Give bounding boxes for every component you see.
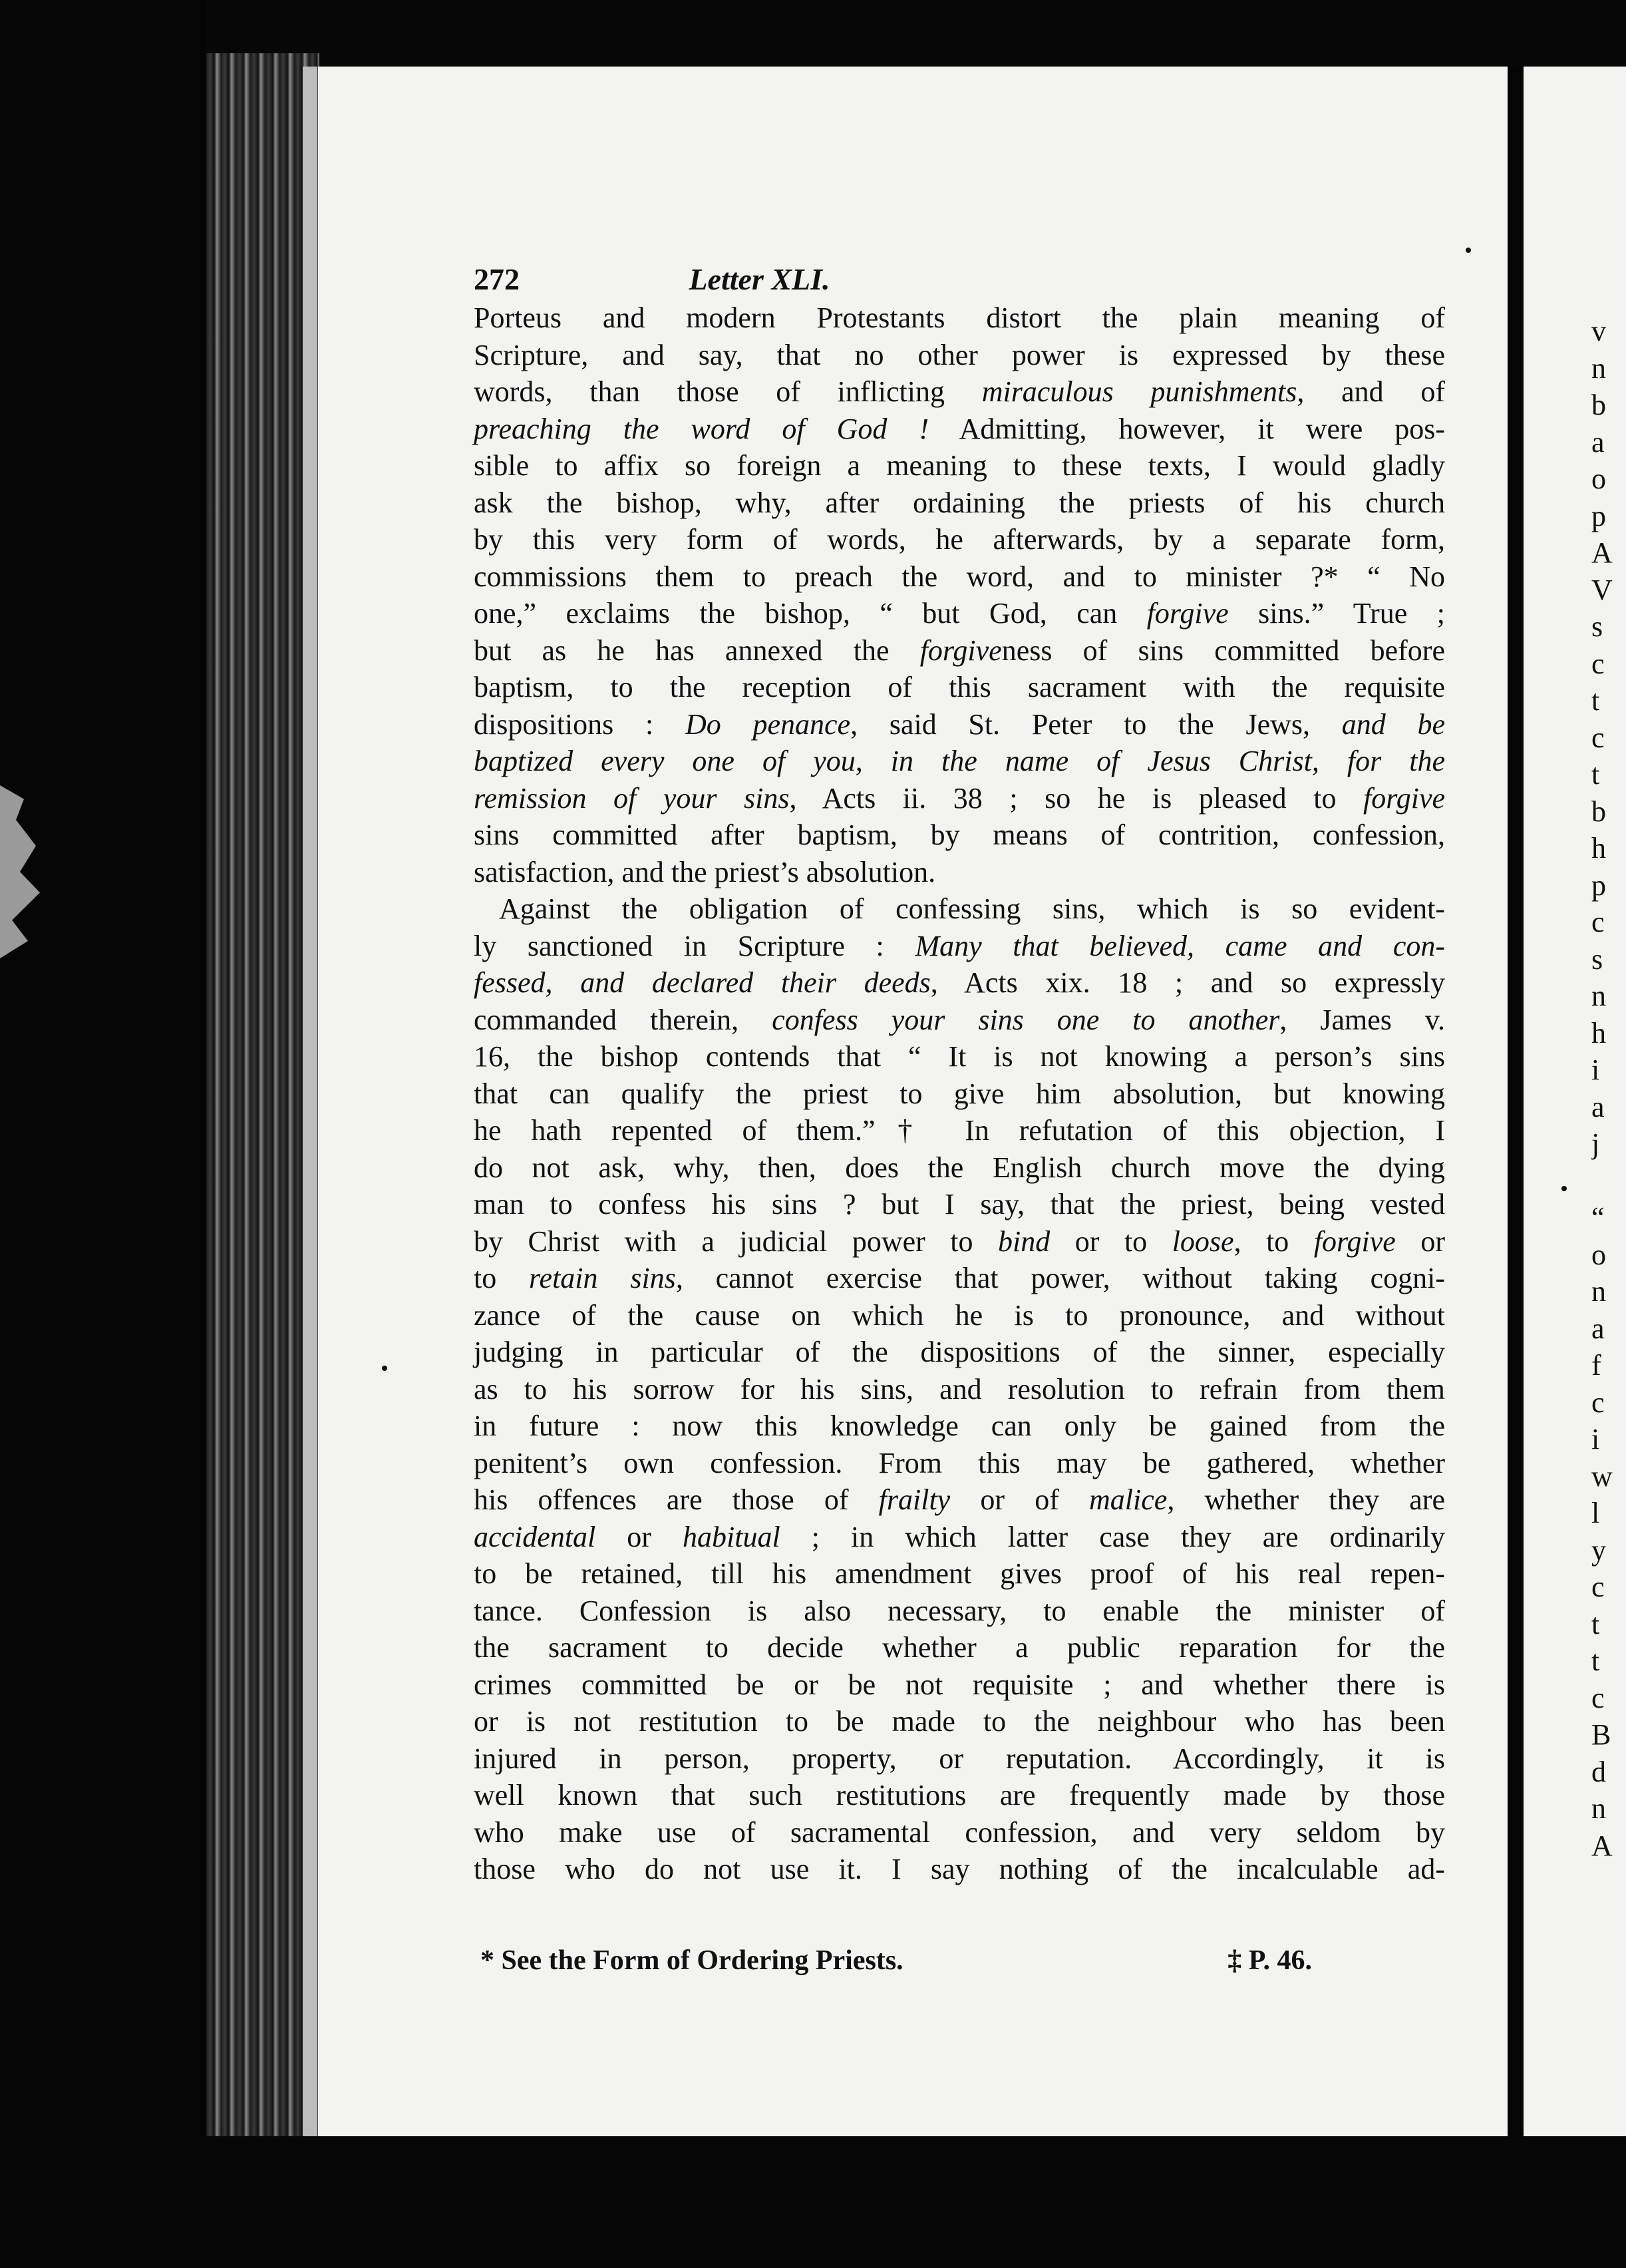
right-page-fragment: c bbox=[1591, 1386, 1605, 1419]
book-edge bbox=[0, 0, 206, 2268]
page-gutter bbox=[1508, 67, 1524, 2136]
text-line: to retain sins, cannot exercise that power, without taking cogni- bbox=[474, 1262, 1445, 1294]
right-page-fragment: c bbox=[1591, 1571, 1605, 1603]
text-line: words, than those of inflicting miraculous punishments, and of bbox=[474, 375, 1446, 408]
text-line: do not ask, why, then, does the English church move the dying bbox=[474, 1151, 1445, 1184]
text-line: who make use of sacramental confession, and very seldom by bbox=[474, 1815, 1445, 1849]
right-page-fragment: a bbox=[1591, 1312, 1605, 1345]
text-line: or is not restitution to be made to the neighbour who has been bbox=[474, 1705, 1445, 1738]
text-line: by this very form of words, he afterwards, by a separate form, bbox=[474, 523, 1445, 556]
text-line: commanded therein, confess your sins one to another, James v. bbox=[474, 1003, 1446, 1036]
right-page-fragment: v bbox=[1591, 315, 1606, 347]
text-line: remission of your sins, Acts ii. 38 ; so he is pleased to forgive bbox=[474, 781, 1445, 815]
text-line: to be retained, till his amendment gives proof of his real repen- bbox=[474, 1557, 1445, 1590]
right-page-fragment: a bbox=[1591, 1090, 1605, 1123]
ink-speck bbox=[382, 1366, 387, 1371]
text-line: well known that such restitutions are frequently made by those bbox=[474, 1779, 1445, 1811]
right-page-fragment: n bbox=[1591, 1275, 1606, 1308]
right-page-fragment: o bbox=[1591, 463, 1606, 495]
text-line: that can qualify the priest to give him absolution, but knowing bbox=[474, 1077, 1445, 1110]
text-line: judging in particular of the dispositions of the sinner, especially bbox=[474, 1336, 1445, 1368]
text-line: ly sanctioned in Scripture : Many that believed, came and con- bbox=[474, 929, 1445, 962]
text-line: satisfaction, and the priest’s absolution. bbox=[474, 855, 936, 888]
body-text bbox=[474, 299, 1445, 1888]
text-line: his offences are those of frailty or of malice, whether they are bbox=[474, 1483, 1445, 1516]
text-line: one,” exclaims the bishop, “ but God, can forgive sins.” True ; bbox=[474, 597, 1445, 630]
text-line: tance. Confession is also necessary, to enable the minister of bbox=[474, 1594, 1445, 1627]
text-line: the sacrament to decide whether a public reparation for the bbox=[474, 1631, 1445, 1664]
right-page-fragment: s bbox=[1591, 610, 1603, 643]
right-page-fragment: n bbox=[1591, 1792, 1606, 1825]
text-line: crimes committed be or be not requisite ; and whether there is bbox=[474, 1668, 1445, 1701]
text-line: preaching the word of God ! Admitting, however, it were pos- bbox=[474, 412, 1446, 445]
text-line: in future : now this knowledge can only be gained from the bbox=[474, 1410, 1445, 1442]
text-line: baptized every one of you, in the name of Jesus Christ, for the bbox=[474, 745, 1445, 777]
right-page-fragment: d bbox=[1591, 1755, 1606, 1788]
footnote-right: ‡ P. 46. bbox=[1227, 1945, 1312, 1976]
right-page-fragment: c bbox=[1591, 721, 1605, 754]
right-page-fragment: a bbox=[1591, 425, 1605, 459]
right-page-fragment: o bbox=[1591, 1238, 1606, 1271]
right-page-fragment: l bbox=[1591, 1497, 1600, 1529]
right-page-fragment: B bbox=[1591, 1718, 1611, 1751]
text-line: by Christ with a judicial power to bind or to loose, to forgive or bbox=[474, 1225, 1445, 1258]
text-line: Porteus and modern Protestants distort the plain meaning of bbox=[474, 301, 1445, 334]
text-line: sible to affix so foreign a meaning to these texts, I would gladly bbox=[474, 449, 1445, 482]
right-page-fragment: t bbox=[1591, 758, 1600, 791]
text-line: as to his sorrow for his sins, and resolution to refrain from them bbox=[474, 1372, 1445, 1406]
right-page-fragment: h bbox=[1591, 832, 1606, 864]
page-edge-strip bbox=[303, 67, 317, 2136]
right-page-fragment: j bbox=[1591, 1127, 1600, 1160]
text-line: dispositions : Do penance, said St. Peter to the Jews, and be bbox=[474, 707, 1445, 741]
text-line: Scripture, and say, that no other power is expressed by these bbox=[474, 338, 1445, 371]
right-page-fragment: A bbox=[1591, 1829, 1613, 1862]
right-page-fragment: s bbox=[1591, 942, 1603, 976]
right-page-fragments bbox=[1591, 313, 1626, 1864]
right-page-fragment: c bbox=[1591, 906, 1605, 938]
text-line: he hath repented of them.”† In refutation of this objection, I bbox=[474, 1114, 1445, 1147]
right-page-fragment: i bbox=[1591, 1423, 1600, 1455]
right-page-fragment: t bbox=[1591, 1607, 1600, 1640]
right-page-fragment: h bbox=[1591, 1016, 1606, 1049]
right-page-fragment: V bbox=[1591, 573, 1613, 606]
right-page-fragment: b bbox=[1591, 389, 1606, 421]
right-page-fragment: c bbox=[1591, 1681, 1605, 1714]
text-line: zance of the cause on which he is to pronounce, and without bbox=[474, 1298, 1445, 1332]
right-page-fragment: t bbox=[1591, 1644, 1600, 1677]
text-line: but as he has annexed the forgiveness of sins committed before bbox=[474, 634, 1445, 667]
text-line: those who do not use it. I say nothing of the incalculable ad- bbox=[474, 1853, 1445, 1885]
right-page-fragment: n bbox=[1591, 980, 1606, 1012]
running-title: Letter XLI. bbox=[689, 262, 830, 296]
text-line: ask the bishop, why, after ordaining the priests of his church bbox=[474, 486, 1445, 519]
right-page-fragment: p bbox=[1591, 499, 1606, 532]
text-line: injured in person, property, or reputation. Accordingly, it is bbox=[474, 1742, 1445, 1775]
page-number: 272 bbox=[474, 262, 520, 296]
text-line: baptism, to the reception of this sacrament with the requisite bbox=[474, 671, 1445, 703]
footnotes bbox=[480, 1942, 1312, 1979]
right-page-fragment: c bbox=[1591, 647, 1605, 680]
text-line: commissions them to preach the word, and to minister ?* “ No bbox=[474, 560, 1445, 593]
text-line: fessed, and declared their deeds, Acts xix. 18 ; and so expressly bbox=[474, 966, 1445, 999]
text-line: 16, the bishop contends that “ It is not knowing a person’s sins bbox=[474, 1040, 1445, 1073]
text-line: Against the obligation of confessing sins, which is so evident- bbox=[499, 892, 1445, 925]
right-page-fragment: w bbox=[1591, 1459, 1613, 1493]
right-page-fragment: “ bbox=[1591, 1201, 1605, 1234]
text-line: accidental or habitual ; in which latter case they are ordinarily bbox=[474, 1520, 1446, 1553]
right-page-fragment: f bbox=[1591, 1349, 1601, 1382]
right-page-fragment: n bbox=[1591, 351, 1606, 385]
text-line: sins committed after baptism, by means of contrition, confession, bbox=[474, 819, 1445, 851]
text-line: man to confess his sins ? but I say, that the priest, being vested bbox=[474, 1188, 1445, 1221]
ink-speck bbox=[1561, 1186, 1567, 1191]
right-page-fragment: p bbox=[1591, 868, 1606, 902]
right-page-fragment: A bbox=[1591, 536, 1613, 569]
page-text bbox=[474, 260, 1445, 1888]
right-page-fragment: y bbox=[1591, 1533, 1606, 1567]
right-page-fragment bbox=[1591, 1163, 1626, 1200]
footnote-left: * See the Form of Ordering Priests. bbox=[480, 1945, 903, 1976]
right-page-fragment: t bbox=[1591, 684, 1600, 717]
running-header bbox=[474, 260, 1445, 299]
right-page-fragment: b bbox=[1591, 795, 1606, 828]
right-page-fragment: i bbox=[1591, 1053, 1600, 1086]
ink-speck bbox=[1466, 248, 1471, 253]
scan-border-bottom bbox=[0, 2136, 1626, 2268]
text-line: penitent’s own confession. From this may be gathered, whether bbox=[474, 1446, 1445, 1479]
